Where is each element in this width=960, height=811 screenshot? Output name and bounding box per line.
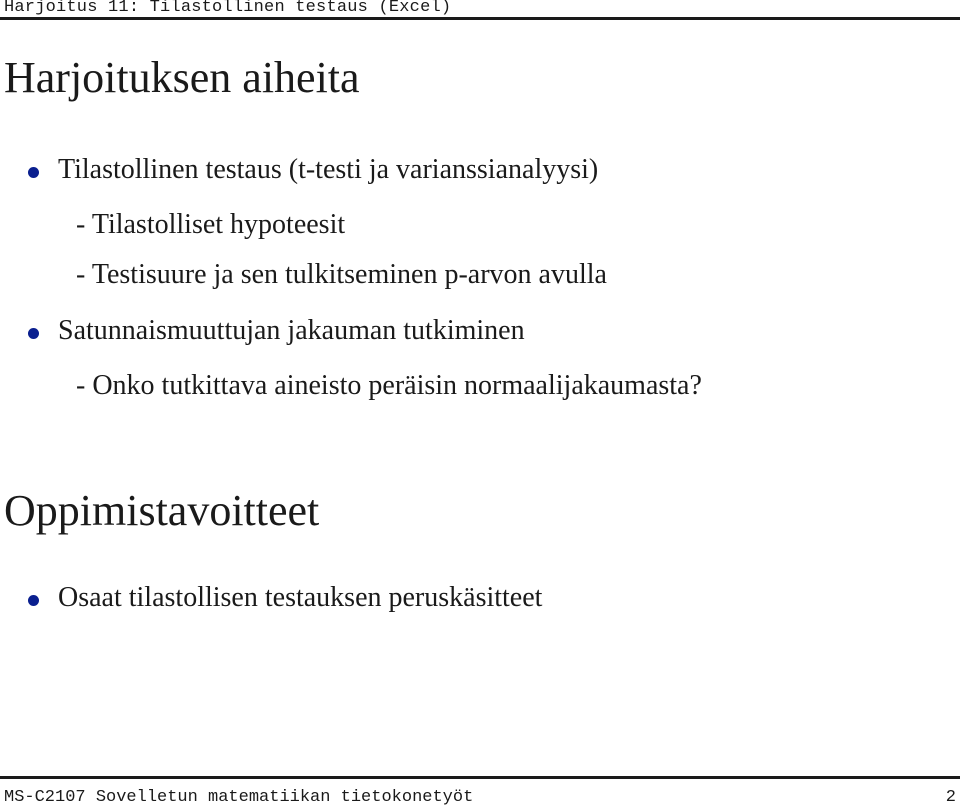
- bullet-icon: [28, 328, 39, 339]
- section-title-aiheita: Harjoituksen aiheita: [4, 53, 360, 102]
- footer-divider: [0, 776, 960, 779]
- list-item: Tilastollinen testaus (t-testi ja varianssianalyysi): [58, 154, 599, 185]
- bullet-icon: [28, 167, 39, 178]
- section-title-oppimistavoitteet: Oppimistavoitteet: [4, 486, 320, 535]
- bullet-icon: [28, 595, 39, 606]
- header-divider: [0, 17, 960, 20]
- footer-course-name: MS-C2107 Sovelletun matematiikan tietokonetyöt: [4, 788, 474, 807]
- sub-list-item: - Testisuure ja sen tulkitseminen p-arvon avulla: [76, 259, 607, 290]
- sub-list-item: - Tilastolliset hypoteesit: [76, 209, 346, 240]
- slide-header-title: Harjoitus 11: Tilastollinen testaus (Excel): [4, 0, 452, 17]
- sub-list-item: - Onko tutkittava aineisto peräisin normaalijakaumasta?: [76, 370, 702, 401]
- list-item: Osaat tilastollisen testauksen peruskäsitteet: [58, 582, 543, 613]
- list-item: Satunnaismuuttujan jakauman tutkiminen: [58, 315, 525, 346]
- page-number: 2: [945, 788, 956, 807]
